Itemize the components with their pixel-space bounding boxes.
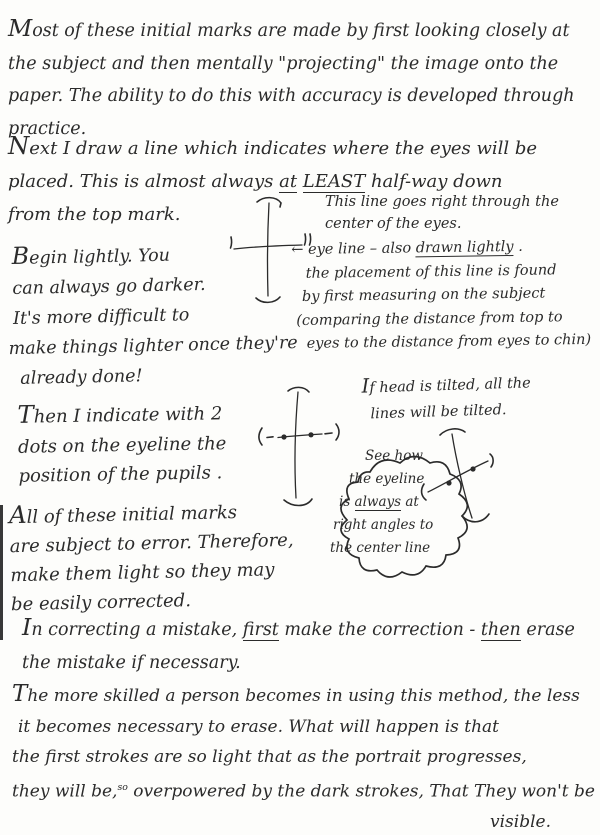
- underlined-word: at: [279, 171, 298, 192]
- text-line: practice.: [8, 118, 87, 139]
- text-line: it becomes necessary to erase. What will happen is that: [18, 716, 500, 737]
- text-line: the mistake if necessary.: [22, 653, 241, 673]
- text-line: they will be,$^{so}$ overpowered by the dark strokes, That They won't be: [12, 781, 595, 802]
- text-line: already done!: [20, 366, 143, 389]
- cloud-text-line: the center line: [330, 540, 431, 556]
- underlined-word: first: [242, 620, 279, 640]
- text-line: If head is tilted, all the: [361, 374, 531, 398]
- text-line: make things lighter once they're: [8, 333, 298, 360]
- cloud-text-line: the eyeline: [349, 471, 425, 487]
- text-line: visible.: [490, 811, 551, 832]
- para-pupil-dots: [17, 396, 227, 491]
- text-line: by first measuring on the subject: [301, 285, 546, 305]
- text-line: All of these initial marks: [8, 499, 238, 530]
- text-line: the placement of this line is found: [305, 261, 557, 282]
- text-line: lines will be tilted.: [370, 402, 507, 423]
- cloud-text-line: is always at: [339, 494, 419, 510]
- text-line: Most of these initial marks are made by first looking closely at: [8, 14, 570, 42]
- text-line: dots on the eyeline the: [17, 432, 227, 458]
- text-line: It's more difficult to: [12, 305, 190, 329]
- underlined-word: then: [480, 620, 521, 640]
- underlined-word: always: [354, 494, 402, 510]
- text-line: are subject to error. Therefore,: [9, 529, 294, 558]
- text-line: center of the eyes.: [325, 216, 462, 232]
- left-paren-mark: [259, 428, 262, 445]
- text-line: In correcting a mistake, first make the correction - then erase: [22, 613, 575, 641]
- text-line: make them light so they may: [10, 559, 275, 587]
- note-tilted-head: [361, 368, 532, 427]
- text-line: (comparing the distance from top to: [296, 308, 563, 329]
- text-line: from the top mark.: [8, 204, 181, 225]
- para-correcting-mistake: [22, 611, 575, 680]
- center-line: [295, 392, 298, 498]
- text-line: the first strokes are so light that as the portrait progresses,: [12, 747, 527, 767]
- text-line: the subject and then mentally "projecting" the image onto the: [8, 53, 559, 74]
- right-hook-mark: [490, 454, 493, 467]
- inserted-word: so: [117, 781, 128, 793]
- left-dash: [267, 437, 273, 438]
- text-line: be easily corrected.: [10, 590, 192, 616]
- underlined-word: drawn lightly: [415, 238, 514, 257]
- right-dash: [325, 433, 332, 434]
- left-arrow-glyph: ← eye line – also: [291, 240, 416, 259]
- para-marks-subject-to-error: [9, 494, 296, 619]
- para-skilled-person: [12, 679, 595, 835]
- underlined-word: LEAST: [302, 171, 366, 192]
- pupil-dot: [470, 466, 475, 471]
- text-line: eyes to the distance from eyes to chin): [306, 331, 592, 352]
- text-line: Next I draw a line which indicates where the eyes will be: [8, 131, 538, 160]
- para-begin-lightly: [8, 235, 298, 394]
- text-line: The more skilled a person becomes in using this method, the less: [12, 681, 580, 707]
- text-line: can always go darker.: [12, 274, 206, 299]
- cross-diagram-tilted-svg: [414, 424, 506, 530]
- cloud-text-line: See how: [365, 448, 423, 464]
- text-line: This line goes right through the: [325, 194, 559, 210]
- cross-diagram-tilted: [414, 424, 506, 534]
- cloud-text-line: right angles to: [333, 517, 434, 533]
- page-edge-scan-artifact: [0, 505, 3, 640]
- top-mark: [288, 387, 309, 392]
- text-line: ← eye line – also drawn lightly .: [291, 238, 523, 259]
- text-line: Begin lightly. You: [11, 241, 171, 270]
- pupil-dot: [446, 480, 451, 485]
- text-line: Then I indicate with 2: [17, 399, 223, 429]
- text-line: position of the pupils .: [18, 462, 223, 487]
- note-eye-line-drawn-lightly: [291, 235, 591, 357]
- para-initial-marks: [8, 12, 575, 145]
- note-line-through-eyes: [325, 191, 559, 235]
- bottom-mark: [462, 514, 489, 522]
- text-line: paper. The ability to do this with accuracy is developed through: [8, 86, 575, 106]
- pupil-dot: [308, 432, 313, 437]
- text-line: placed. This is almost always at LEAST half-way down: [8, 171, 503, 192]
- left-paren-mark: [422, 484, 426, 500]
- pupil-dot: [281, 434, 286, 439]
- center-line: [452, 434, 472, 518]
